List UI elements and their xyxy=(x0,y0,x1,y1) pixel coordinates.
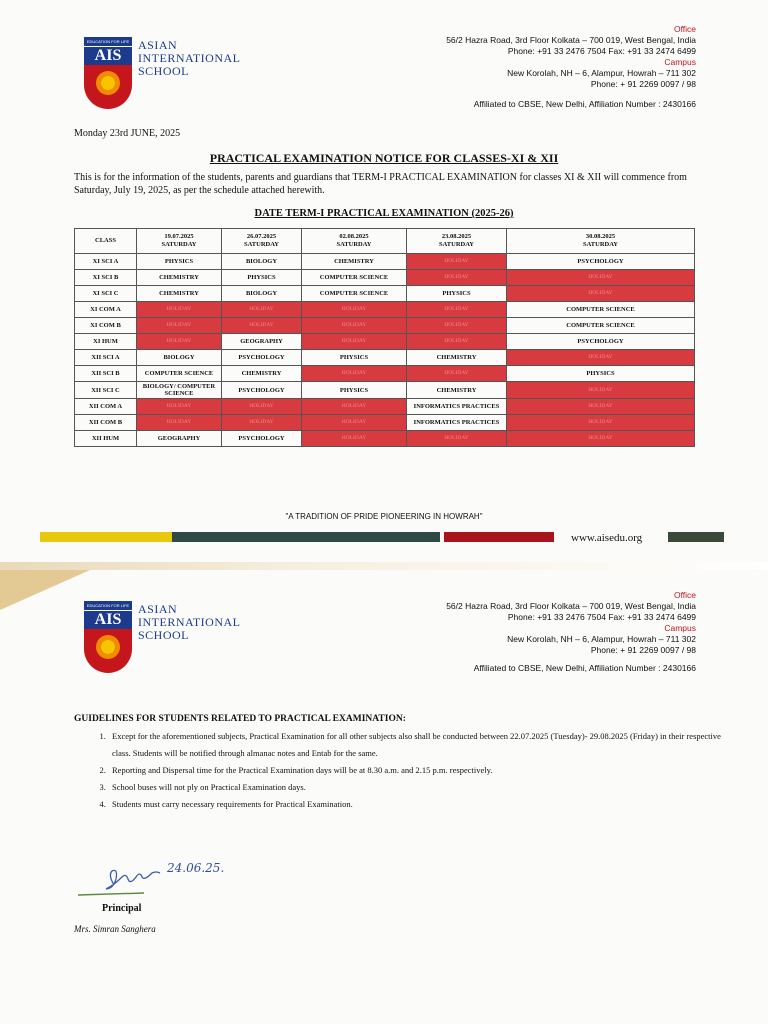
holiday-cell: HOLIDAY xyxy=(507,415,695,431)
office-phone: Phone: +91 33 2476 7504 Fax: +91 33 2474 6499 xyxy=(507,46,696,56)
exam-day: SATURDAY xyxy=(243,241,280,248)
class-cell: XII SCI B xyxy=(75,366,137,382)
holiday-cell: HOLIDAY xyxy=(137,302,222,318)
subject-cell: CHEMISTRY xyxy=(302,254,407,270)
subject-cell: PHYSICS xyxy=(302,350,407,366)
holiday-cell: HOLIDAY xyxy=(137,334,222,350)
subject-cell: PSYCHOLOGY xyxy=(507,334,695,350)
date-header xyxy=(507,229,695,254)
logo-initials: AIS xyxy=(84,611,132,629)
holiday-cell: HOLIDAY xyxy=(302,415,407,431)
class-cell: XII COM A xyxy=(75,399,137,415)
holiday-cell: HOLIDAY xyxy=(222,399,302,415)
subject-cell: PHYSICS xyxy=(137,254,222,270)
exam-day: SATURDAY xyxy=(336,241,372,248)
holiday-cell: HOLIDAY xyxy=(507,382,695,399)
subject-cell: PHYSICS xyxy=(222,270,302,286)
sun-icon xyxy=(96,635,120,659)
table-title: DATE TERM-I PRACTICAL EXAMINATION (2025-26) xyxy=(254,208,514,219)
holiday-cell: HOLIDAY xyxy=(302,334,407,350)
table-header-row xyxy=(75,229,695,254)
footer-bar-red xyxy=(444,532,554,542)
table-row xyxy=(75,254,695,270)
subject-cell: BIOLOGY xyxy=(222,286,302,302)
school-name: ASIAN INTERNATIONAL SCHOOL xyxy=(138,602,241,642)
logo-tagline: EDUCATION FOR LIFE xyxy=(84,37,132,46)
exam-day: SATURDAY xyxy=(438,241,475,248)
table-row xyxy=(75,318,695,334)
class-cell: XI COM B xyxy=(75,318,137,334)
class-cell: XI SCI B xyxy=(75,270,137,286)
subject-cell: PSYCHOLOGY xyxy=(222,350,302,366)
class-header: CLASS xyxy=(75,229,137,254)
holiday-cell: HOLIDAY xyxy=(302,318,407,334)
holiday-cell: HOLIDAY xyxy=(507,270,695,286)
exam-date: 19.07.2025 xyxy=(164,233,194,240)
date-header xyxy=(137,229,222,254)
subject-cell: PSYCHOLOGY xyxy=(222,431,302,447)
holiday-cell: HOLIDAY xyxy=(507,286,695,302)
exam-day: SATURDAY xyxy=(582,241,619,248)
exam-date: 02.08.2025 xyxy=(339,233,369,240)
holiday-cell: HOLIDAY xyxy=(407,302,507,318)
list-item: 4. Students must carry necessary requirements for Practical Examination. xyxy=(108,796,733,813)
office-address: 56/2 Hazra Road, 3rd Floor Kolkata – 700 019, West Bengal, India xyxy=(446,35,696,45)
subject-cell: BIOLOGY/ COMPUTER SCIENCE xyxy=(137,382,222,399)
exam-date: 26.07.2025 xyxy=(246,233,277,240)
table-row xyxy=(75,270,695,286)
holiday-cell: HOLIDAY xyxy=(302,302,407,318)
subject-cell: CHEMISTRY xyxy=(222,366,302,382)
table-row xyxy=(75,350,695,366)
table-row xyxy=(75,415,695,431)
campus-phone: Phone: + 91 2269 0097 / 98 xyxy=(590,645,696,655)
footer-bar-dark xyxy=(172,532,440,542)
subject-cell: CHEMISTRY xyxy=(137,270,222,286)
subject-cell: PHYSICS xyxy=(302,382,407,399)
holiday-cell: HOLIDAY xyxy=(137,399,222,415)
date-header xyxy=(222,229,302,254)
affiliation: Affiliated to CBSE, New Delhi, Affiliation Number : 2430166 xyxy=(473,663,696,673)
office-label: Office xyxy=(673,590,696,600)
holiday-cell: HOLIDAY xyxy=(507,350,695,366)
contact-block xyxy=(446,24,696,90)
holiday-cell: HOLIDAY xyxy=(222,415,302,431)
class-cell: XII SCI C xyxy=(75,382,137,399)
exam-day: SATURDAY xyxy=(161,241,197,248)
holiday-cell: HOLIDAY xyxy=(222,302,302,318)
holiday-cell: HOLIDAY xyxy=(137,318,222,334)
office-address: 56/2 Hazra Road, 3rd Floor Kolkata – 700 019, West Bengal, India xyxy=(446,601,696,611)
principal-name: Mrs. Simran Sanghera xyxy=(74,924,156,934)
holiday-cell: HOLIDAY xyxy=(302,399,407,415)
list-item: 2. Reporting and Dispersal time for the Practical Examination days will be at 8.30 a.m. and 2.15 p.m. respectively. xyxy=(108,762,733,779)
exam-date: 23.08.2025 xyxy=(441,233,472,240)
class-cell: XI COM A xyxy=(75,302,137,318)
exam-date: 30.08.2025 xyxy=(585,233,616,240)
campus-address: New Korolah, NH – 6, Alampur, Howrah – 711 302 xyxy=(507,68,696,78)
class-cell: XII HUM xyxy=(75,431,137,447)
page-separator xyxy=(0,562,768,570)
holiday-cell: HOLIDAY xyxy=(407,334,507,350)
holiday-cell: HOLIDAY xyxy=(407,270,507,286)
list-item: 3. School buses will not ply on Practical Examination days. xyxy=(108,779,733,796)
holiday-cell: HOLIDAY xyxy=(507,399,695,415)
subject-cell: INFORMATICS PRACTICES xyxy=(407,415,507,431)
school-logo xyxy=(84,601,241,676)
holiday-cell: HOLIDAY xyxy=(407,366,507,382)
campus-label: Campus xyxy=(664,623,696,633)
subject-cell: PHYSICS xyxy=(507,366,695,382)
table-row xyxy=(75,399,695,415)
subject-cell: GEOGRAPHY xyxy=(137,431,222,447)
subject-cell: CHEMISTRY xyxy=(407,350,507,366)
subject-cell: COMPUTER SCIENCE xyxy=(137,366,222,382)
notice-intro: This is for the information of the students, parents and guardians that TERM-I PRACTICAL EXAMINATION for classes XI & XII will commence from Saturday, July 19, 2025, as per the schedule attached herewith. xyxy=(74,172,687,196)
motto: "A TRADITION OF PRIDE PIONEERING IN HOWRAH" xyxy=(285,512,483,521)
subject-cell: COMPUTER SCIENCE xyxy=(507,318,695,334)
table-row xyxy=(75,334,695,350)
subject-cell: PSYCHOLOGY xyxy=(507,254,695,270)
office-label: Office xyxy=(673,24,696,34)
principal-title: Principal xyxy=(102,903,142,914)
footer-bar-end xyxy=(668,532,724,542)
list-item: 1. Except for the aforementioned subjects, Practical Examination for all other subjects also shall be conducted between 22.07.2025 (Tuesday)- 29.08.2025 (Friday) in their respective class. Students will be notified through almanac notes and Entab for the same. xyxy=(108,728,733,762)
holiday-cell: HOLIDAY xyxy=(302,366,407,382)
website-link[interactable]: www.aisedu.org xyxy=(571,532,643,544)
subject-cell: COMPUTER SCIENCE xyxy=(302,286,407,302)
subject-cell: BIOLOGY xyxy=(137,350,222,366)
office-phone: Phone: +91 33 2476 7504 Fax: +91 33 2474 6499 xyxy=(507,612,696,622)
subject-cell: INFORMATICS PRACTICES xyxy=(407,399,507,415)
holiday-cell: HOLIDAY xyxy=(407,431,507,447)
table-row xyxy=(75,382,695,399)
signature-date: 24.06.25. xyxy=(167,861,225,875)
logo-initials: AIS xyxy=(84,47,132,65)
subject-cell: COMPUTER SCIENCE xyxy=(507,302,695,318)
school-logo xyxy=(84,37,241,112)
date-header xyxy=(407,229,507,254)
table-row xyxy=(75,302,695,318)
campus-phone: Phone: + 91 2269 0097 / 98 xyxy=(590,79,696,89)
class-cell: XII SCI A xyxy=(75,350,137,366)
contact-block xyxy=(446,590,696,656)
subject-cell: GEOGRAPHY xyxy=(222,334,302,350)
holiday-cell: HOLIDAY xyxy=(222,318,302,334)
notice-title: PRACTICAL EXAMINATION NOTICE FOR CLASSES-XI & XII xyxy=(209,151,559,165)
subject-cell: PHYSICS xyxy=(407,286,507,302)
table-row xyxy=(75,366,695,382)
date-header xyxy=(302,229,407,254)
holiday-cell: HOLIDAY xyxy=(507,431,695,447)
guidelines-heading: GUIDELINES FOR STUDENTS RELATED TO PRACTICAL EXAMINATION: xyxy=(74,714,406,724)
logo-tagline: EDUCATION FOR LIFE xyxy=(84,601,132,610)
class-cell: XII COM B xyxy=(75,415,137,431)
subject-cell: CHEMISTRY xyxy=(407,382,507,399)
footer-bar-yellow xyxy=(40,532,172,542)
school-name: ASIAN INTERNATIONAL SCHOOL xyxy=(138,38,241,78)
table-row xyxy=(75,431,695,447)
class-cell: XI SCI C xyxy=(75,286,137,302)
table-row xyxy=(75,286,695,302)
class-cell: XI HUM xyxy=(75,334,137,350)
holiday-cell: HOLIDAY xyxy=(302,431,407,447)
holiday-cell: HOLIDAY xyxy=(407,254,507,270)
campus-label: Campus xyxy=(664,57,696,67)
holiday-cell: HOLIDAY xyxy=(407,318,507,334)
guidelines-list xyxy=(74,728,733,813)
affiliation: Affiliated to CBSE, New Delhi, Affiliation Number : 2430166 xyxy=(473,99,696,109)
class-cell: XI SCI A xyxy=(75,254,137,270)
page-fold xyxy=(0,570,90,610)
campus-address: New Korolah, NH – 6, Alampur, Howrah – 711 302 xyxy=(507,634,696,644)
notice-date: Monday 23rd JUNE, 2025 xyxy=(74,128,181,139)
subject-cell: COMPUTER SCIENCE xyxy=(302,270,407,286)
holiday-cell: HOLIDAY xyxy=(137,415,222,431)
sun-icon xyxy=(96,71,120,95)
subject-cell: BIOLOGY xyxy=(222,254,302,270)
subject-cell: PSYCHOLOGY xyxy=(222,382,302,399)
subject-cell: CHEMISTRY xyxy=(137,286,222,302)
schedule-body xyxy=(75,254,695,447)
schedule-table xyxy=(74,228,695,447)
